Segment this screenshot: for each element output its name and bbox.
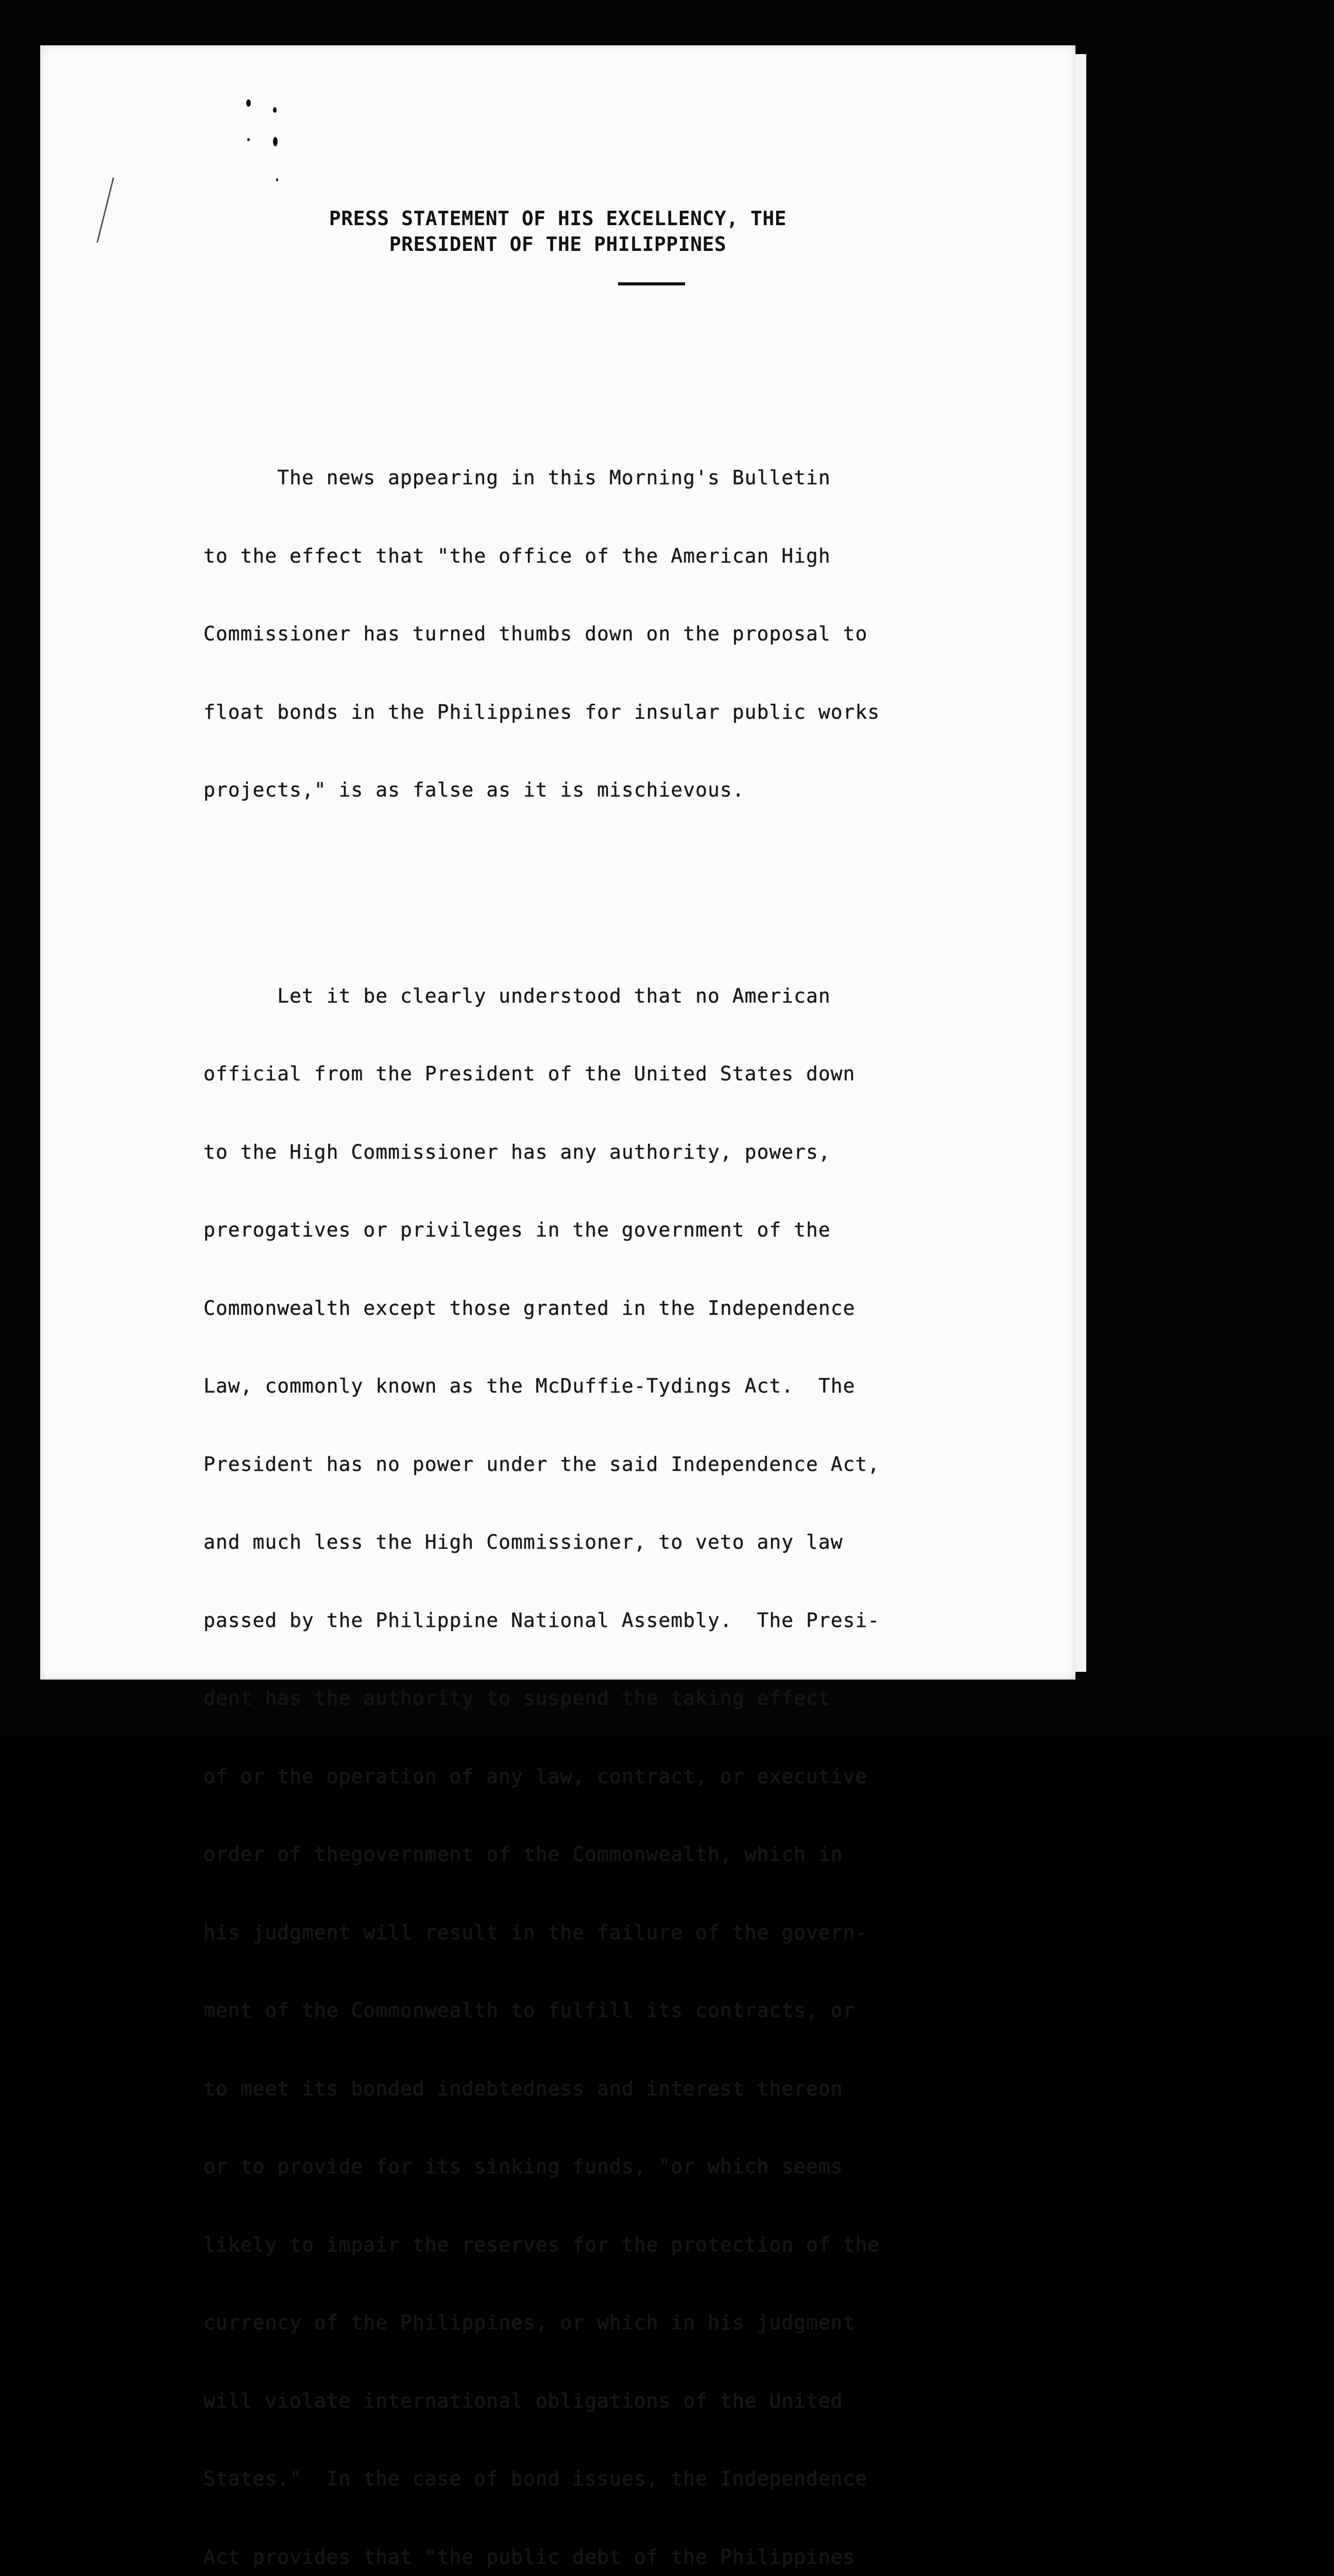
text-line: to meet its bonded indebtedness and interest thereon	[203, 2076, 1131, 2102]
text-line: States." In the case of bond issues, the Independence	[203, 2466, 1131, 2492]
text-line: currency of the Philippines, or which in his judgment	[203, 2310, 1131, 2336]
text-line: or to provide for its sinking funds, "or which seems	[203, 2154, 1131, 2180]
document-body	[203, 361, 1131, 2576]
document-title-line-2: PRESIDENT OF THE PHILIPPINES	[40, 232, 1075, 257]
punch-mark	[273, 107, 277, 113]
paragraph-2	[203, 931, 1131, 2576]
text-line: passed by the Philippine National Assembly. The Presi-	[203, 1607, 1131, 1634]
text-line: Act provides that "the public debt of the Philippines	[203, 2544, 1131, 2570]
text-line: official from the President of the United States down	[203, 1061, 1131, 1087]
text-line: Commonwealth except those granted in the Independence	[203, 1295, 1131, 1321]
text-line: Let it be clearly understood that no American	[203, 983, 1131, 1009]
punch-mark	[276, 178, 278, 181]
text-line: The news appearing in this Morning's Bulletin	[203, 465, 1131, 491]
text-line: and much less the High Commissioner, to veto any law	[203, 1529, 1131, 1555]
text-line: to the High Commissioner has any authority, powers,	[203, 1139, 1131, 1165]
text-line: Law, commonly known as the McDuffie-Tydings Act. The	[203, 1373, 1131, 1399]
text-line: his judgment will result in the failure of the govern-	[203, 1920, 1131, 1946]
punch-mark	[273, 137, 278, 146]
text-line: float bonds in the Philippines for insular public works	[203, 699, 1131, 725]
title-underline	[618, 282, 685, 285]
text-line: Commissioner has turned thumbs down on the proposal to	[203, 621, 1131, 647]
text-line: likely to impair the reserves for the protection of the	[203, 2232, 1131, 2258]
text-line: will violate international obligations of the United	[203, 2388, 1131, 2414]
text-line: projects," is as false as it is mischievous.	[203, 777, 1131, 803]
text-line: of or the operation of any law, contract, or executive	[203, 1764, 1131, 1790]
paragraph-1	[203, 413, 1131, 855]
document-title-line-1: PRESS STATEMENT OF HIS EXCELLENCY, THE	[40, 206, 1075, 231]
text-line: order of thegovernment of the Commonwealth, which in	[203, 1841, 1131, 1868]
text-line: prerogatives or privileges in the government of the	[203, 1217, 1131, 1243]
punch-mark	[246, 99, 251, 107]
punch-mark	[247, 138, 250, 141]
text-line: President has no power under the said Independence Act,	[203, 1451, 1131, 1478]
text-line: dent has the authority to suspend the taking effect	[203, 1685, 1131, 1711]
text-line: to the effect that "the office of the American High	[203, 543, 1131, 569]
text-line: ment of the Commonwealth to fulfill its contracts, or	[203, 1997, 1131, 2024]
